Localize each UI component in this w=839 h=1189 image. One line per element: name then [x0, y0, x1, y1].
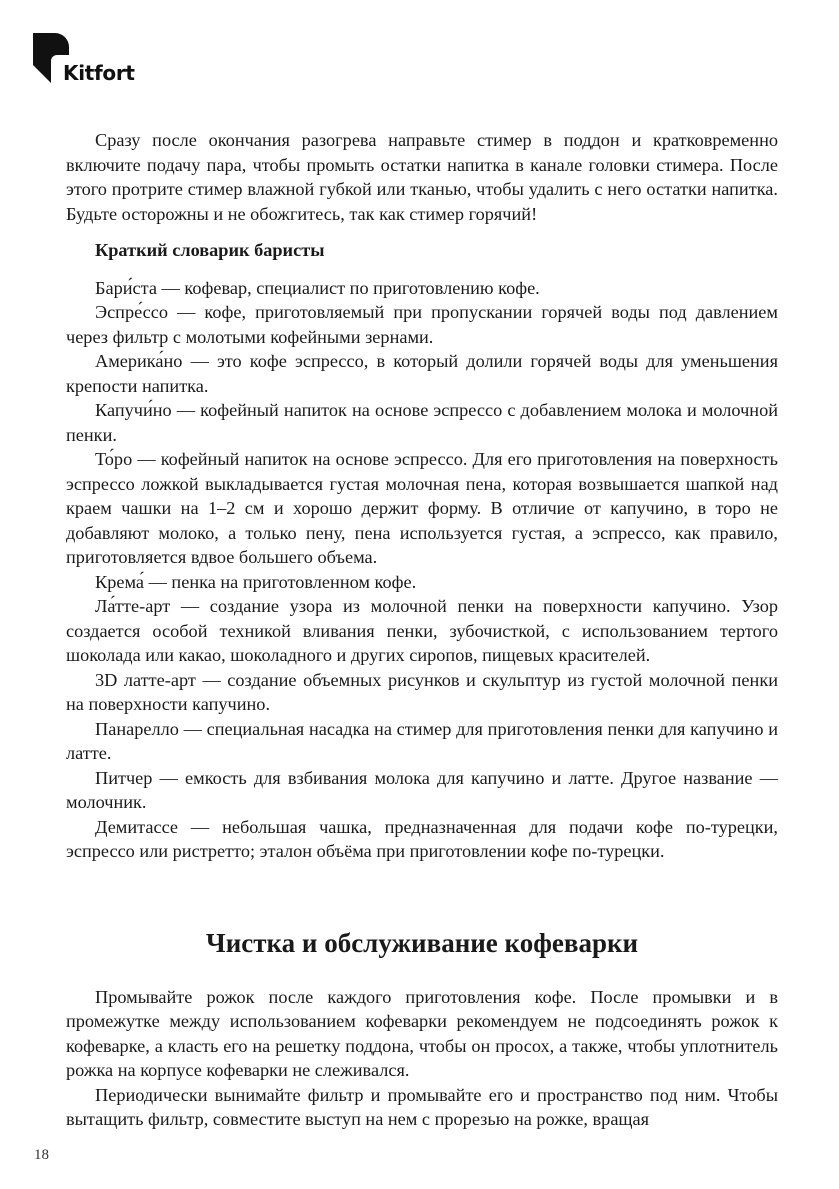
- page-content: [66, 128, 778, 1132]
- glossary-item-crema: Крема́ — пенка на приготовленном кофе.: [95, 571, 417, 592]
- glossary-heading: Краткий словарик баристы: [95, 240, 325, 260]
- cleaning-section-heading: Чистка и обслуживание кофеварки: [205, 927, 639, 958]
- glossary-item-espresso: Эспре́ссо — кофе, приготовляемый при пропускании горячей воды под давлением через фильтр с молотыми кофейными зернами.: [66, 302, 778, 347]
- glossary-item-latte-art: Ла́тте-арт — создание узора из молочной пенки на поверхности капучино. Узор создается особой техникой вливания пенки, зубочисткой, с использованием тертого шоколада или какао, шоколадного и других сиропов, пищевых красителей.: [66, 596, 778, 665]
- intro-paragraph: Сразу после окончания разогрева направьте стимер в поддон и кратковременно включите подачу пара, чтобы промыть остатки напитка в канале головки стимера. После этого протрите стимер влажной губкой или тканью, чтобы удалить с него остатки напитка. Будьте осторожны и не обожгитесь, так как стимер горячий!: [66, 130, 778, 224]
- cleaning-paragraph: Периодически вынимайте фильтр и промывайте его и пространство под ним. Чтобы вытащить фильтр, совместите выступ на нем с прорезью на рожке, вращая: [66, 1084, 778, 1129]
- glossary-item-pitcher: Питчер — емкость для взбивания молока для капучино и латте. Другое название — молочник.: [66, 767, 778, 812]
- kitfort-logo: [33, 33, 143, 93]
- glossary-item-americano: Америка́но — это кофе эспрессо, в который долили горячей воды для уменьшения крепости напитка.: [66, 351, 778, 396]
- logo-text: Kitfort: [63, 61, 135, 85]
- glossary-item-cappuccino: Капучи́но — кофейный напиток на основе эспрессо с добавлением молока и молочной пенки.: [66, 400, 778, 445]
- cleaning-paragraph: Промывайте рожок после каждого приготовления кофе. После промывки и в промежутке между использованием кофеварки рекомендуем не подсоединять рожок к кофеварке, а класть его на решетку поддона, чтобы он просох, а также, чтобы уплотнитель рожка на корпусе кофеварки не слеживался.: [66, 986, 778, 1080]
- page-number: 18: [34, 1147, 49, 1163]
- glossary-item-toro: То́ро — кофейный напиток на основе эспрессо. Для его приготовления на поверхность эспрессо ложкой выкладывается густая молочная пена, которая возвышается шапкой над краем чашки на 1–2 см и хорошо держит форму. В отличие от капучино, в торо не добавляют молоко, а только пену, пена используется густая, а эспрессо, как правило, приготовляется вдвое большего объема.: [66, 449, 778, 567]
- glossary-item-3d-latte-art: 3D латте-арт — создание объемных рисунков и скульптур из густой молочной пенки на поверхности капучино.: [66, 669, 778, 714]
- glossary-item-panarello: Панарелло — специальная насадка на стимер для приготовления пенки для капучино и латте.: [66, 718, 778, 763]
- glossary-item-demitasse: Демитассе — небольшая чашка, предназначенная для подачи кофе по-турецки, эспрессо или ристретто; эталон объёма при приготовлении кофе по-турецки.: [66, 816, 778, 861]
- glossary-item-barista: Бари́ста — кофевар, специалист по приготовлению кофе.: [95, 277, 540, 298]
